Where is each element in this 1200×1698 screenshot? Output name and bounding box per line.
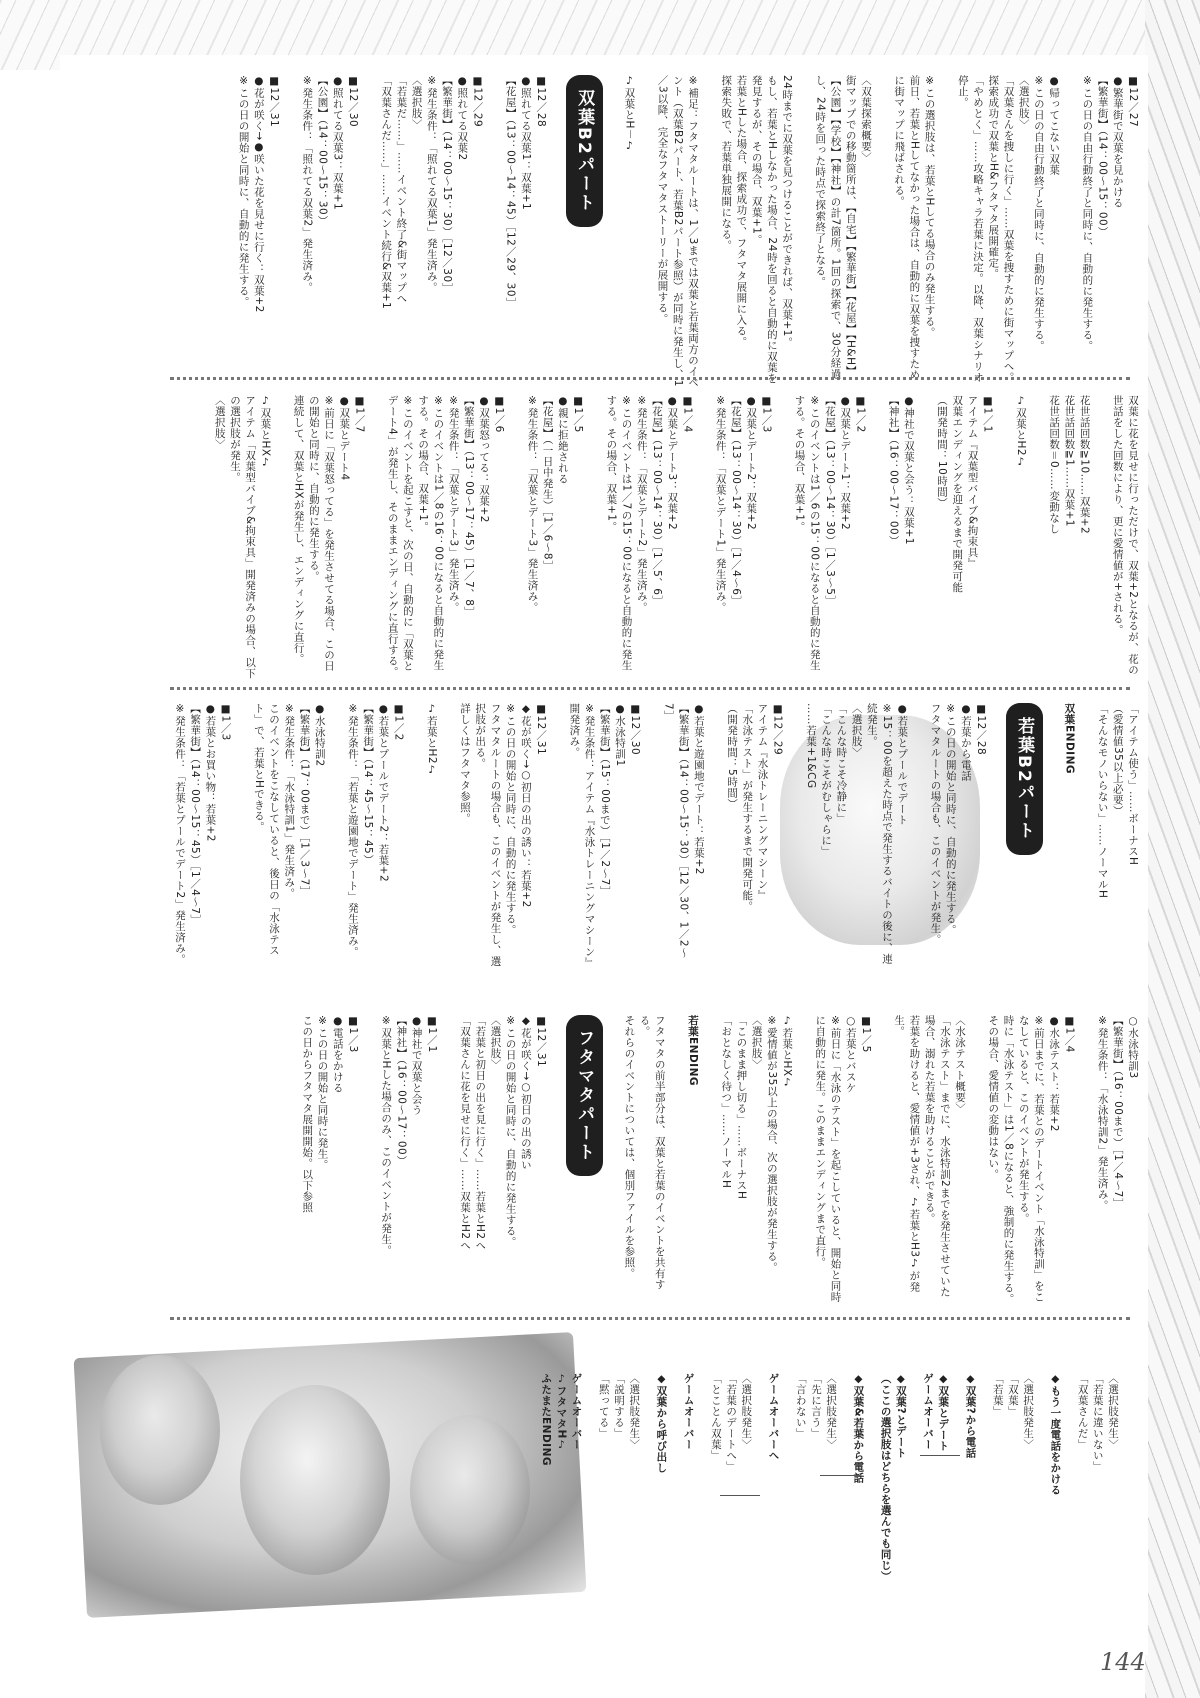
flow-arrow [820, 1475, 860, 1476]
section-wakaba-b2 [90, 703, 1140, 968]
entry-text: ■12／27 ●繁華街で双葉を見かける 【繁華街】（14：00～15：00） ※この日の自由行動終了と同時に、自動的に発生する。 [1081, 75, 1139, 352]
entry-text: ■1／5 ●親に拒絶される 【花屋】（一日中発生）［1／6～8］ ※発生条件：「双葉とデート3」発生済み。 [526, 395, 585, 613]
entry-text: ■1／4 ●双葉とデート3：双葉+2 【花屋】（13：00～14：30）［1／5、6］ ※発生条件：「双葉とデート2」発生済み。 ※このイベントは1／7の15：00になると自動的に発生する。その場合、双葉+1。 [605, 395, 694, 671]
entry-text: ■1／4 ●水泳テスト：若葉+2 ※前日までに、若葉とのデートイベント「水泳特訓」をこなしていると、このイベントが発生する。 時に「水泳テスト」は1／8になると、強制的に発生する。 その場合、愛情値の変動はない。 [987, 1015, 1076, 1305]
entry-text: ■12／28 ●照れてる双葉1：双葉+1 【花屋】（13：00～14：45）［12／29、30］ [504, 75, 548, 309]
flow-node: 〈選択肢発生〉 「先に言う」 「言わない」 [794, 1373, 838, 1450]
guide-page [60, 55, 1148, 1655]
flow-node: ◆もう一度電話をかける [1049, 1373, 1062, 1496]
section-divider [170, 687, 1130, 690]
entry-text: ■1／3 ●電話をかける ※この日の開始と同時に発生。 この日からフタマタ展開開始。以下参照 [301, 1015, 359, 1213]
section-divider [170, 377, 1130, 380]
flow-node: 〈選択肢発生〉 「双葉」 「若葉」 [991, 1373, 1035, 1450]
entry-text: ●帰ってこない双葉 ※この日の自由行動終了と同時に、自動的に発生する。 〈選択肢〉 「双葉さんを捜しに行く」……双葉を捜すために街マップへ。探索成功で双葉とH&フタマタ展開確定。 「やめとく」……攻略キャラ若葉に決定。以降、双葉シナリオ停止。 [956, 75, 1061, 383]
entry-text: ■1／1 ●神社で双葉と会う 【神社】（16：00～17：00） ※双葉とHした場合のみ、このイベントが発生。 [380, 1015, 438, 1256]
entry-text: ■1／6 ●双葉怒ってる：双葉+2 【繁華街】（13：00～17：45）［1／7、8］ ※発生条件：「双葉とデート3」発生済み。 ※このイベントは1／8の16：00になると自動的に発生する。その場合、双葉+1。 ※このイベントを起こすと、次の日、自動的に「双葉とデート4」が発生し、そのままエンディングに直行する。 [386, 395, 506, 678]
entry-text: 24時までに双葉を見つけることができれば、双葉+1。 もし、若葉とHしなかった場合、24時を回ると自動的に双葉を発見するが、その場合、双葉+1。 若葉とHした場合、探索成功で、フタマタ展開に入る。 探索失敗で、若葉単独展開になる。 [720, 75, 794, 384]
section-futamata [90, 1015, 1140, 1305]
entry-text: ■12／30 ●照れてる双葉3：双葉+1 【公園】（14：00～15：30） ※発生条件：「照れてる双葉2」発生済み。 [301, 75, 359, 293]
decorative-side-pattern [1145, 0, 1200, 1698]
flow-arrow [920, 1455, 960, 1456]
entry-text: 花世話回数≧10……双葉+2 花世話回数≧1……双葉+1 花世話回数＝0……変動なし [1048, 395, 1091, 535]
entry-text: ※この選択肢は、若葉とHしてる場合のみ発生する。 前日、若葉とHしてなかった場合は、自動的に双葉を捜すために街マップに飛ばされる。 [893, 75, 936, 381]
entry-text: ■12／31 ●花が咲く→●咲いた花を見せに行く：双葉+2 ※この日の開始と同時に、自動的に発生する。 [237, 75, 281, 313]
section-futaba-b2 [90, 75, 1140, 390]
entry-text: ♪若葉とH2♪ [425, 703, 438, 777]
flow-node: ゲームオーバー ♪フタマタH♪ ふたまたENDING [540, 1373, 583, 1466]
ending-label: 若葉ENDING [686, 1015, 699, 1086]
entry-text: ♪双葉とH－♪ [623, 75, 636, 153]
entry-text: ■1／5 ○若葉とバスケ ※前日に「水泳のテスト」を起こしていると、開始と同時に自動的に発生。このままエンディングまで直行。 [814, 1015, 872, 1303]
character-portrait-center [240, 1385, 390, 1575]
entry-text: ●神社で双葉と会う：双葉+1 【神社】（16：00～17：00） [887, 395, 915, 547]
entry-text: ●若葉とプールでデート ※15：00を超えた時点で発生するバイトの後に、連続発生。 〈選択肢〉 「こんな時こそ冷静に」 「こんな時こそがむしゃらに」 ……若葉+1&CG [804, 703, 909, 965]
section-futaba-dates [90, 395, 1140, 680]
entry-text: ※補足：フタマタルートは、1／3までは双葉と若葉両方のイベント（双葉B2パート、若葉B2パート参照）が同時に発生し、1／3以降、完全なフタマタストーリーが展開する。 [656, 75, 699, 388]
entry-text: ♪双葉とH2♪ [1014, 395, 1027, 469]
section-divider [170, 1317, 1130, 1320]
entry-text: ■12／31 ◆花が咲く→○初日の出の誘い：若葉+2 ※この日の開始と同時に、自動的に発生する。 フタマタルートの場合も、このイベントが発生し、選択肢が出る。 詳しくはフタマタ参照。 [459, 703, 548, 967]
flow-node: ◆双葉?とデート （ここの選択肢はどちらを選んでも同じ） [879, 1373, 907, 1582]
flow-node: ゲームオーバー [682, 1373, 695, 1450]
character-portrait-left [100, 1355, 220, 1505]
entry-text: ■12／28 ●若葉から電話 ※この日の開始と同時に、自動的に発生する。 フタマタルートの場合も、このイベントが発生。 [929, 703, 988, 945]
entry-text: 〈水泳テスト概要〉 「水泳テスト」までに、水泳特訓2までを発生させていた場合、溺れた若葉を助けることができる。 若葉を助けると、愛情値が+3され、♪若葉とH3♪が発生。 [893, 1015, 967, 1298]
entry-text: フタマタの前半部分は、双葉と若葉のイベントを共有する。 それらのイベントについては、個別ファイルを参照。 [623, 1015, 666, 1290]
flow-node: ◆双葉&若葉から電話 [852, 1373, 865, 1484]
entry-text: ■1／3 ●双葉とデート2：双葉+2 【花屋】（13：00～14：30）［1／4～6］ ※発生条件：「双葉とデート1」発生済み。 [714, 395, 773, 613]
entry-text: ■1／2 ●若葉とプールでデート2：若葉+2 【繁華街】（14：45～15：45） ※発生条件：「若葉と遊園地でデート」発生済み。 [346, 703, 405, 958]
entry-text: ■1／2 ●双葉とデート1：双葉+2 【花屋】（13：00～14：30）［1／3～5］ ※このイベントは1／6の15：00になると自動的に発生する。その場合、双葉+1。 [793, 395, 867, 671]
flow-node: 〈選択肢発生〉 「若葉のデートへ」 「とことん双葉」 [709, 1373, 753, 1472]
futamata-flowchart [540, 1373, 1120, 1673]
flow-node: 〈選択肢発生〉 「若葉に違いない」 「双葉さんだ」 [1076, 1373, 1119, 1472]
flow-node: ◆双葉とデート ゲームオーバー [922, 1373, 950, 1452]
section-banner: 双葉B2パート [566, 75, 603, 227]
entry-text: ■1／1 アイテム『双葉型バイブ&拘束具』 双葉エンディングを迎えるまで開発可能 （開発時間：10時間） [936, 395, 994, 593]
entry-text: ○水泳特訓3 【繁華街】（16：00まで）［1／4～7］ ※発生条件：「水泳特訓2」発生済み。 [1096, 1015, 1139, 1211]
flow-arrow [720, 1495, 760, 1496]
character-portrait-right [410, 1415, 530, 1565]
entry-text: ■1／7 ●双葉とデート4 ※前日に「双葉怒ってる」を発生させてる場合、この日の開始と同時に、自動的に発生する。 連続して、双葉とHXが発生し、エンディングに直行。 [292, 395, 366, 672]
flow-node: ゲームオーバーへ [767, 1373, 780, 1461]
entry-text: 双葉に花を見せに行っただけで、双葉+2となるが、花の世話をした回数により、更に愛情値が+される。 [1111, 395, 1139, 676]
flow-node: ◆双葉?から電話 [964, 1373, 977, 1459]
entry-text: 「アイテム使う」……ボーナスH （愛情値35以上必要） 「そんなモノいらない」……ノーマルH [1096, 703, 1139, 899]
entry-text: ■1／3 ●若葉とお買い物：若葉+2 【繁華街】（14：00～15：45）［1／4～7］ ※発生条件：「若葉とプールでデート2」発生済み。 [173, 703, 232, 965]
section-banner: 若葉B2パート [1006, 703, 1043, 855]
entry-text: ●水泳特訓2 【繁華街】（17：00まで）［1／3～7］ ※発生条件：「水泳特訓1」発生済み。 このイベントをこなしていると、後日の「水泳テスト」で、若葉とHできる。 [252, 703, 326, 956]
entry-text: ●若葉と遊園地でデート：若葉+2 【繁華街】（14：00～15：30）［12／30、1／2～7］ [662, 703, 705, 959]
entry-text: ■12／30 ●水泳特訓1 【繁華街】（15：00まで）［1／2～7］ ※発生条件：アイテム『水泳トレーニングマシーン』開発済み。 [568, 703, 642, 964]
ending-label: 双葉ENDING [1063, 703, 1076, 774]
entry-text: 〈双葉探索概要〉 街マップでの移動箇所は、【自宅】【繁華街】【花屋】【H&H】【公園】【学校】【神社】の計7箇所。1回の探索で、30分経過し、24時を回った時点で探索終了となる。 [814, 75, 872, 380]
page-number: 144 [1100, 1648, 1146, 1676]
entry-text: ■12／29 アイテム『水泳トレーニングマシーン』 「水泳テスト」が発生するまで開発可能。 （開発時間：5時間） [726, 703, 784, 912]
entry-text: ♪若葉とHX♪ ※愛情値が35以上の場合、次の選択肢が発生する。 〈選択肢〉 「このまま押し切る」……ボーナスH 「おとなしく待つ」……ノーマルH [720, 1015, 794, 1273]
section-banner: フタマタパート [566, 1015, 603, 1176]
entry-text: ■12／31 ◆花が咲く→○初日の出の誘い ※この日の開始と同時に、自動的に発生する。 〈選択肢〉 「若葉と初日の出を見に行く」……若葉とH2へ 「双葉さんに花を見せに行く」……双葉とH2へ [459, 1015, 548, 1251]
entry-text: ♪双葉とHX♪ アイテム「双葉型バイブ&拘束具」開発済みの場合、以下の選択肢が発生。 〈選択肢〉 [213, 395, 272, 679]
flow-node: 〈選択肢発生〉 「説明する」 「黙ってる」 [597, 1373, 641, 1450]
flow-node: ◆双葉から呼び出し [655, 1373, 668, 1474]
entry-text: ■12／29 ●照れてる双葉2 【繁華街】（14：00～15：30）［12／30］ ※発生条件：「照れてる双葉1」発生済み。 〈選択肢〉 「若葉だ……」……イベント終了&街マップへ 「双葉さんだ……」……イベント続行&双葉+1 [380, 75, 484, 310]
